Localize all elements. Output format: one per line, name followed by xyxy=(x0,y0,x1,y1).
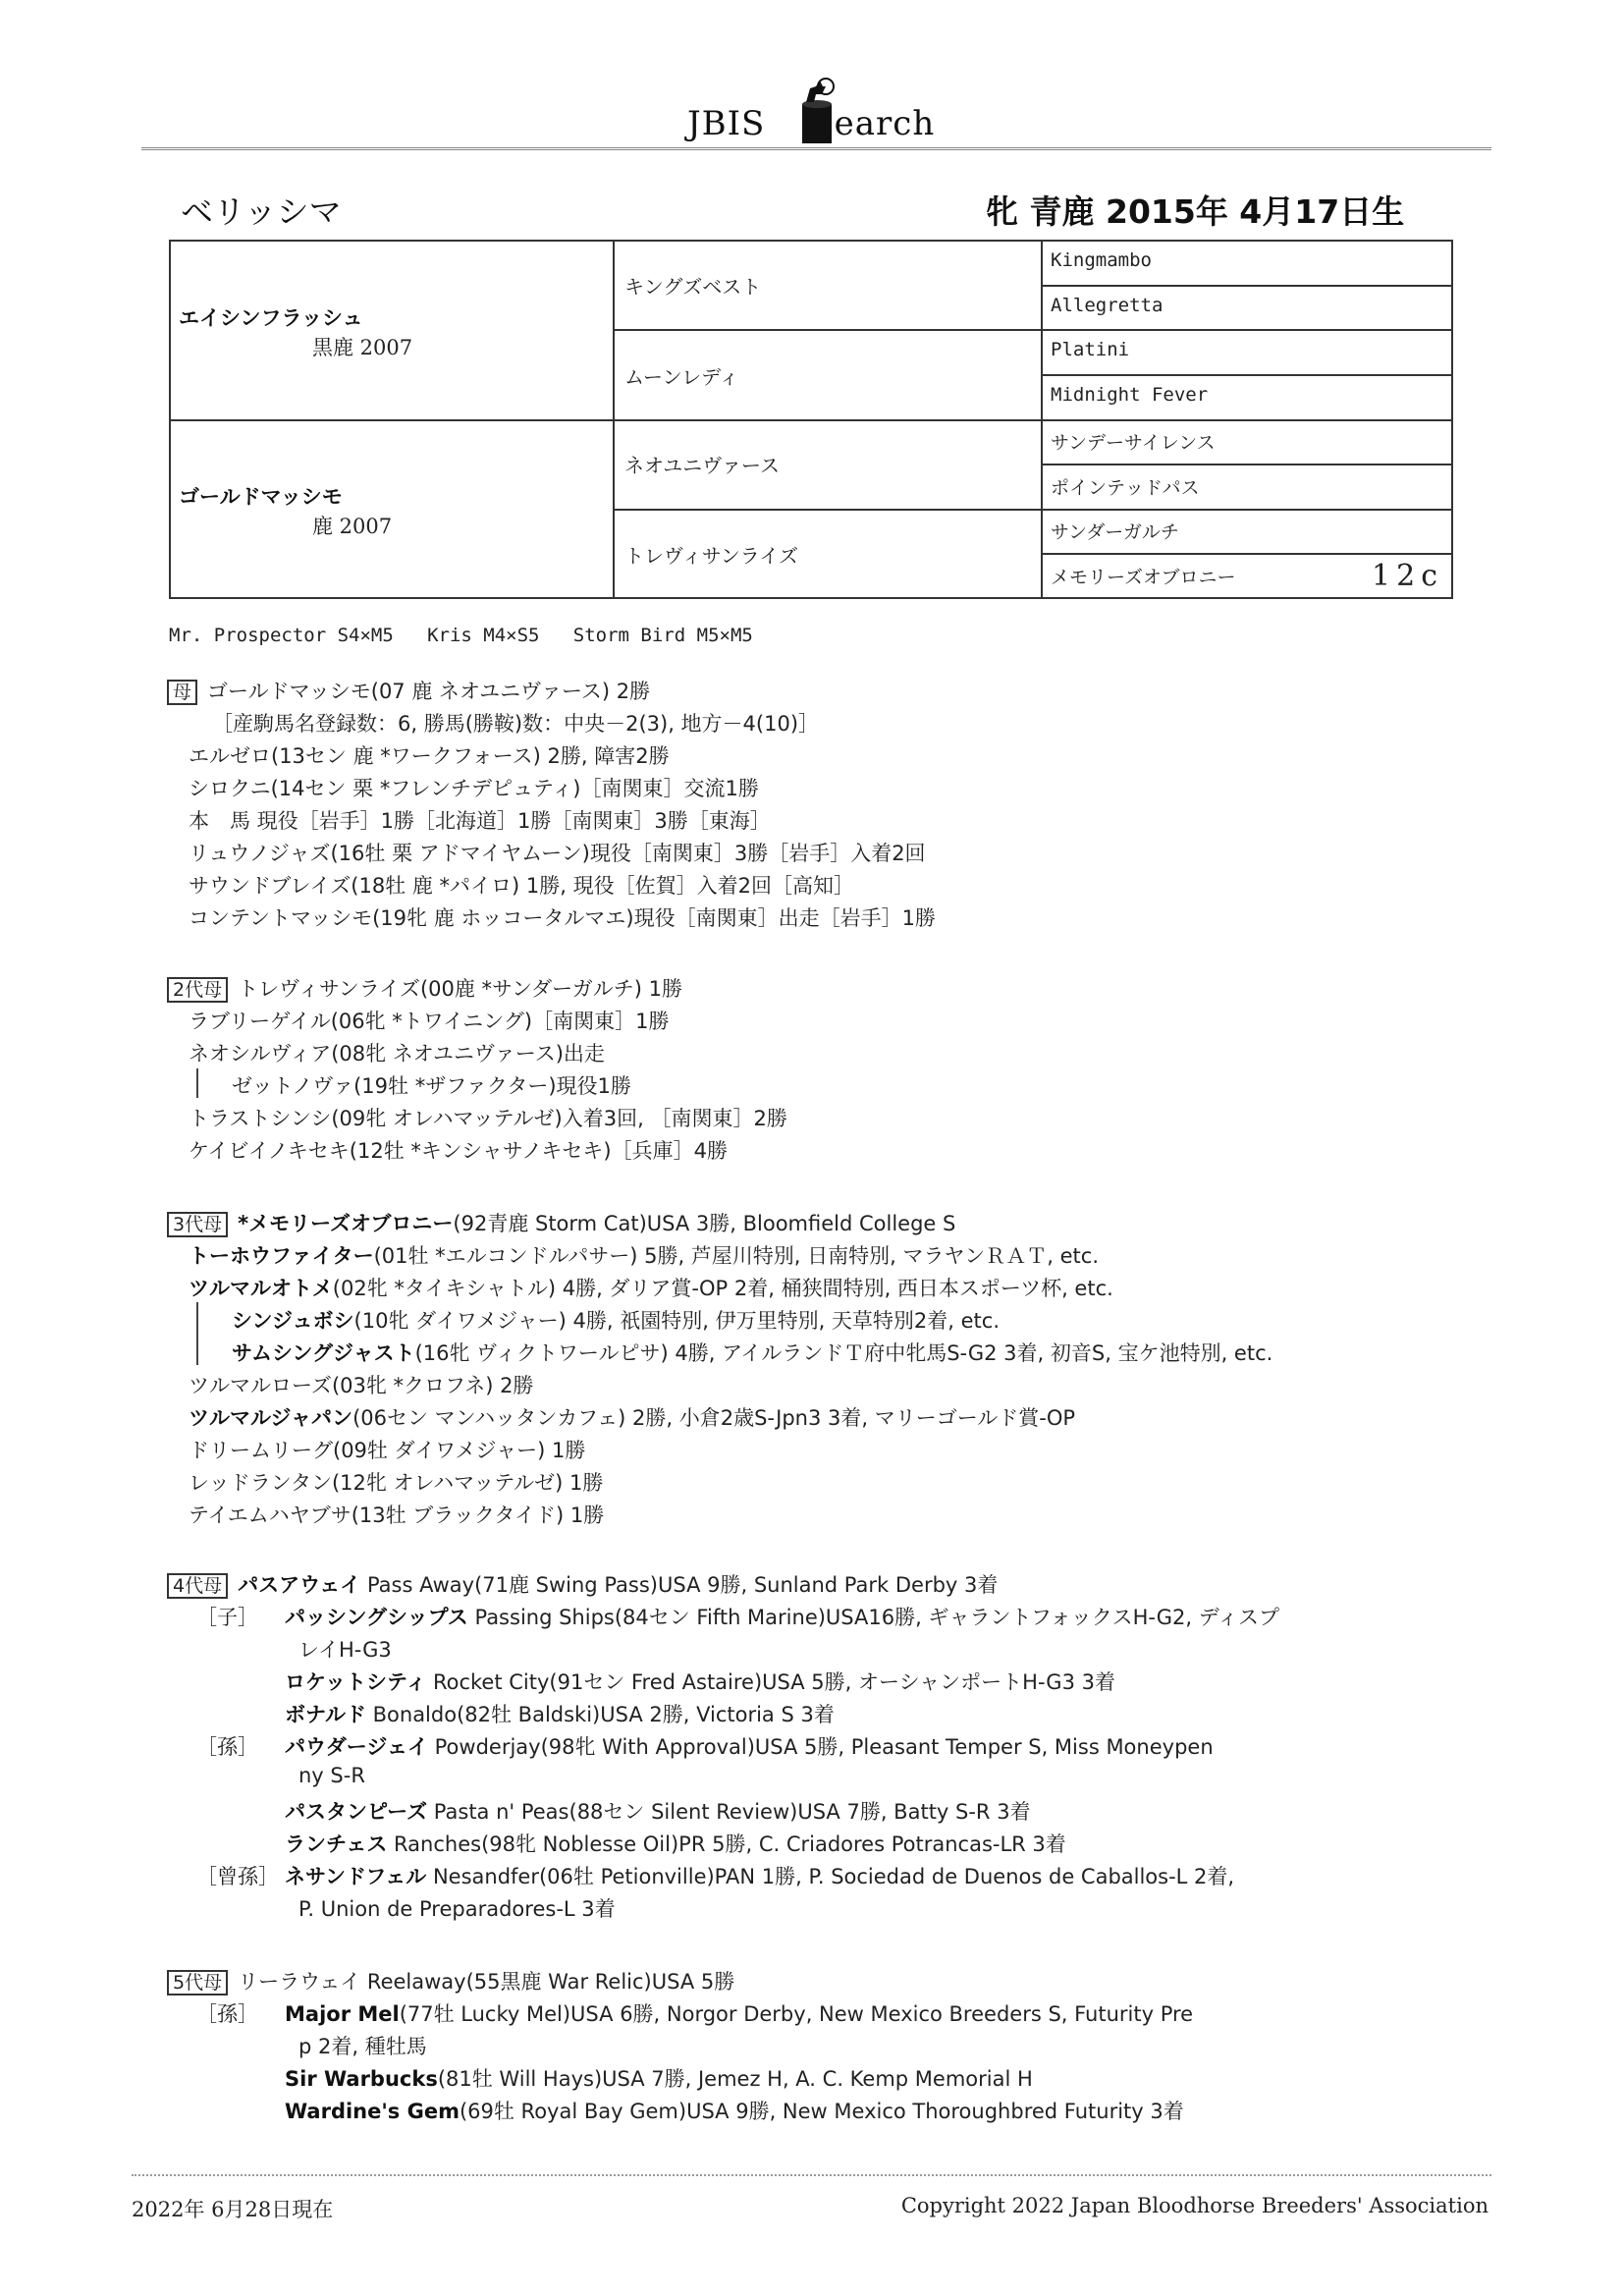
pedigree-row-divider xyxy=(1041,464,1451,465)
pedigree-row-divider xyxy=(613,329,1451,331)
section-line-text: (77牡 Lucky Mel)USA 6勝, Norgor Derby, New Mexico Breeders S, Futurity Pre xyxy=(399,2002,1194,2026)
fourth-dam-section-header xyxy=(167,1569,998,1599)
pedigree-row-divider xyxy=(1041,285,1451,287)
section-line-bold: Sir Warbucks xyxy=(285,2067,438,2091)
descendant-bar xyxy=(196,1068,198,1098)
section-line-bold: Major Mel xyxy=(285,2002,400,2026)
section-line: リュウノジャズ(16牡 栗 アドマイヤムーン)現役［南関東］3勝［岩手］入着2回 xyxy=(189,842,926,865)
pedigree-gen3-3: Platini xyxy=(1051,339,1130,360)
section-line: トレヴィサンライズ(00鹿 *サンダーガルチ) 1勝 xyxy=(238,977,682,1001)
section-line: トラストシンシ(09牝 オレハマッテルゼ)入着3回, ［南関東］2勝 xyxy=(189,1107,787,1130)
pedigree-gen3-8: メモリーズオブロニー xyxy=(1051,567,1236,588)
section-line-text: Pass Away(71鹿 Swing Pass)USA 9勝, Sunland Park Derby 3着 xyxy=(360,1573,999,1597)
section-line-text: Powderjay(98牝 With Approval)USA 5勝, Pleasant Temper S, Miss Moneypen xyxy=(427,1735,1214,1759)
section-line xyxy=(232,1338,1272,1367)
second-dam-section-header xyxy=(167,973,682,1003)
section-line-bold: ランチェス xyxy=(285,1832,388,1856)
family-code: 12c xyxy=(1372,559,1443,593)
section-line: ゴールドマッシモ(07 鹿 ネオユニヴァース) 2勝 xyxy=(207,680,651,703)
section-line: ゼットノヴァ(19牡 *ザファクター)現役1勝 xyxy=(232,1074,631,1098)
section-line-bold: トーホウファイター xyxy=(189,1244,374,1268)
section-line-text: (10牝 ダイワメジャー) 4勝, 祇園特別, 伊万里特別, 天草特別2着, etc. xyxy=(353,1309,1001,1333)
dam-section-header xyxy=(167,676,650,705)
pedigree-row-divider-mid xyxy=(171,419,1451,421)
section-line xyxy=(196,1796,1031,1826)
section-line-prefix: ［孫］ xyxy=(196,2002,258,2026)
section-line xyxy=(196,1998,1193,2028)
pedigree-dam-detail: 鹿 2007 xyxy=(312,515,393,538)
descendant-bar xyxy=(196,1302,198,1365)
section-line xyxy=(196,1829,1066,1858)
section-line-bold: パスタンピーズ xyxy=(285,1800,428,1824)
section-line: エルゼロ(13セン 鹿 *ワークフォース) 2勝, 障害2勝 xyxy=(189,744,670,768)
pedigree-row-divider xyxy=(1041,374,1451,376)
section-line: 本 馬 現役［岩手］1勝［北海道］1勝［南関東］3勝［東海］ xyxy=(189,809,771,833)
section-line-bold: パッシングシップス xyxy=(285,1606,468,1629)
section-line xyxy=(189,1500,604,1529)
section-line xyxy=(196,2063,1033,2093)
section-line-bold: ツルマルジャパン xyxy=(189,1406,353,1430)
footer-date: 2022年 6月28日現在 xyxy=(132,2198,334,2221)
section-line-text: レイH-G3 xyxy=(298,1638,392,1662)
section-line-bold: *メモリーズオブロニー xyxy=(238,1212,454,1235)
section-tag: 母 xyxy=(167,680,197,705)
section-tag: 2代母 xyxy=(167,977,228,1003)
section-line-bold: ネサンドフェル xyxy=(285,1865,427,1888)
pedigree-dam-name: ゴールドマッシモ xyxy=(179,485,343,509)
section-line xyxy=(189,1370,533,1399)
section-line-bold: Wardine's Gem xyxy=(285,2100,460,2123)
section-line: サウンドブレイズ(18牡 鹿 *パイロ) 1勝, 現役［佐賀］入着2回［高知］ xyxy=(189,874,854,898)
pedigree-gen3-4: Midnight Fever xyxy=(1051,384,1209,406)
section-line-text: リーラウェイ Reelaway(55黒鹿 War Relic)USA 5勝 xyxy=(238,1970,735,1994)
section-line xyxy=(196,1893,616,1923)
header-divider xyxy=(141,147,1491,150)
pedigree-sire-detail: 黒鹿 2007 xyxy=(312,336,413,359)
pedigree-gen3-6: ポインテッドパス xyxy=(1051,477,1200,499)
logo-left-text: JBIS xyxy=(687,104,766,143)
section-line-text: (69牡 Royal Bay Gem)USA 9勝, New Mexico Thoroughbred Futurity 3着 xyxy=(459,2100,1184,2123)
horse-info: 牝 青鹿 2015年 4月17日生 xyxy=(986,192,1405,231)
horse-name: ベリッシマ xyxy=(181,192,342,231)
section-tag: 5代母 xyxy=(167,1970,228,1995)
section-line: ネオシルヴィア(08牝 ネオユニヴァース)出走 xyxy=(189,1042,605,1066)
section-line-text: Bonaldo(82牡 Baldski)USA 2勝, Victoria S 3着 xyxy=(365,1703,835,1726)
footer-divider xyxy=(132,2174,1491,2176)
section-line xyxy=(196,2031,427,2060)
section-line xyxy=(196,1861,1234,1890)
section-line-text: (06セン マンハッタンカフェ) 2勝, 小倉2歳S-Jpn3 3着, マリーゴールド賞-OP xyxy=(352,1406,1076,1430)
section-line-bold: パウダージェイ xyxy=(285,1735,428,1759)
section-line-text: P. Union de Preparadores-L 3着 xyxy=(298,1897,616,1921)
section-line xyxy=(189,1435,585,1464)
section-line-text: p 2着, 種牡馬 xyxy=(298,2035,427,2058)
pedigree-table xyxy=(169,240,1453,599)
section-line-text: (02牝 *タイキシャトル) 4勝, ダリア賞-OP 2着, 桶狭間特別, 西日本スポーツ杯, etc. xyxy=(332,1277,1113,1300)
logo-right-text: Search xyxy=(810,104,936,143)
section-line xyxy=(196,2096,1184,2125)
jbis-search-logo xyxy=(687,57,952,145)
section-line xyxy=(189,1240,1099,1270)
section-line xyxy=(189,1467,603,1497)
pedigree-gen3-5: サンデーサイレンス xyxy=(1051,432,1216,454)
section-line-prefix: ［孫］ xyxy=(196,1735,258,1759)
section-line xyxy=(196,1602,1279,1631)
section-line-text: レッドランタン(12牝 オレハマッテルゼ) 1勝 xyxy=(189,1471,604,1495)
section-line xyxy=(196,1731,1214,1761)
section-tag: 4代母 xyxy=(167,1573,228,1599)
section-line xyxy=(189,1402,1075,1432)
logo-text xyxy=(687,104,935,143)
pedigree-gen3-7: サンダーガルチ xyxy=(1051,521,1179,543)
fifth-dam-section-header xyxy=(167,1966,734,1995)
section-line-bold: シンジュボシ xyxy=(232,1309,354,1333)
section-line-bold: ロケットシティ xyxy=(285,1670,427,1694)
section-line-bold: サムシングジャスト xyxy=(232,1341,415,1365)
section-line-text: ツルマルローズ(03牝 *クロフネ) 2勝 xyxy=(189,1374,534,1397)
section-line-text: ny S-R xyxy=(298,1764,365,1787)
section-line: コンテントマッシモ(19牝 鹿 ホッコータルマエ)現役［南関東］出走［岩手］1勝 xyxy=(189,906,936,930)
pedigree-row-divider xyxy=(613,509,1451,511)
section-line-text: (01牡 *エルコンドルパサー) 5勝, 芦屋川特別, 日南特別, マラヤンＲＡＴ, etc. xyxy=(373,1244,1100,1268)
section-line: ［産駒馬名登録数：6, 勝馬(勝鞍)数：中央－2(3), 地方－4(10)］ xyxy=(212,712,820,736)
section-line xyxy=(232,1305,1000,1335)
section-line: シロクニ(14セン 栗 *フレンチデピュティ)［南関東］交流1勝 xyxy=(189,777,759,800)
pedigree-gen2-2: ムーンレディ xyxy=(624,365,739,389)
section-line-prefix: ［曾孫］ xyxy=(196,1865,279,1888)
section-line: ケイビイノキセキ(12牡 *キンシャサノキセキ)［兵庫］4勝 xyxy=(189,1139,728,1163)
section-line-text: (92青鹿 Storm Cat)USA 3勝, Bloomfield College S xyxy=(453,1212,956,1235)
section-line-text: テイエムハヤブサ(13牡 ブラックタイド) 1勝 xyxy=(189,1503,605,1527)
section-line-prefix: ［子］ xyxy=(196,1606,258,1629)
section-line-text: Ranches(98牝 Noblesse Oil)PR 5勝, C. Criadores Potrancas-LR 3着 xyxy=(387,1832,1066,1856)
section-line-text: Nesandfer(06牡 Petionville)PAN 1勝, P. Sociedad de Duenos de Caballos-L 2着, xyxy=(426,1865,1235,1888)
section-line-text: (81牡 Will Hays)USA 7勝, Jemez H, A. C. Kemp Memorial H xyxy=(437,2067,1033,2091)
pedigree-gen2-1: キングズベスト xyxy=(624,275,762,299)
section-line-bold: パスアウェイ xyxy=(238,1573,361,1597)
footer-copyright: Copyright 2022 Japan Bloodhorse Breeders' Association xyxy=(900,2194,1489,2217)
section-line xyxy=(196,1634,392,1664)
pedigree-sire-name: エイシンフラッシュ xyxy=(179,306,363,330)
section-tag: 3代母 xyxy=(167,1212,228,1237)
section-line-bold: ツルマルオトメ xyxy=(189,1277,333,1300)
pedigree-gen2-3: ネオユニヴァース xyxy=(624,454,780,477)
section-line xyxy=(196,1699,835,1728)
section-line-text: Passing Ships(84セン Fifth Marine)USA16勝, ギャラントフォックスH-G2, ディスプ xyxy=(467,1606,1280,1629)
section-line-text: ドリームリーグ(09牡 ダイワメジャー) 1勝 xyxy=(189,1439,586,1462)
pedigree-gen3-1: Kingmambo xyxy=(1051,249,1152,271)
section-line-text: Rocket City(91セン Fred Astaire)USA 5勝, オーシャンポートH-G3 3着 xyxy=(426,1670,1115,1694)
section-line: ラブリーゲイル(06牝 *トワイニング)［南関東］1勝 xyxy=(189,1010,670,1033)
section-line-bold: ボナルド xyxy=(285,1703,366,1726)
pedigree-row-divider xyxy=(1041,553,1451,555)
section-line xyxy=(189,1273,1113,1302)
inbreeding-line: Mr. Prospector S4×M5 Kris M4×S5 Storm Bird M5×M5 xyxy=(169,625,753,646)
section-line xyxy=(196,1667,1115,1696)
pedigree-gen3-2: Allegretta xyxy=(1051,295,1164,316)
section-line xyxy=(196,1764,365,1787)
section-line-text: (16牝 ヴィクトワールピサ) 4勝, アイルランドＴ府中牝馬S-G2 3着, 初音S, 宝ケ池特別, etc. xyxy=(414,1341,1273,1365)
third-dam-section-header xyxy=(167,1208,955,1237)
pedigree-gen2-4: トレヴィサンライズ xyxy=(624,544,798,568)
section-line-text: Pasta n' Peas(88セン Silent Review)USA 7勝, Batty S-R 3着 xyxy=(427,1800,1031,1824)
